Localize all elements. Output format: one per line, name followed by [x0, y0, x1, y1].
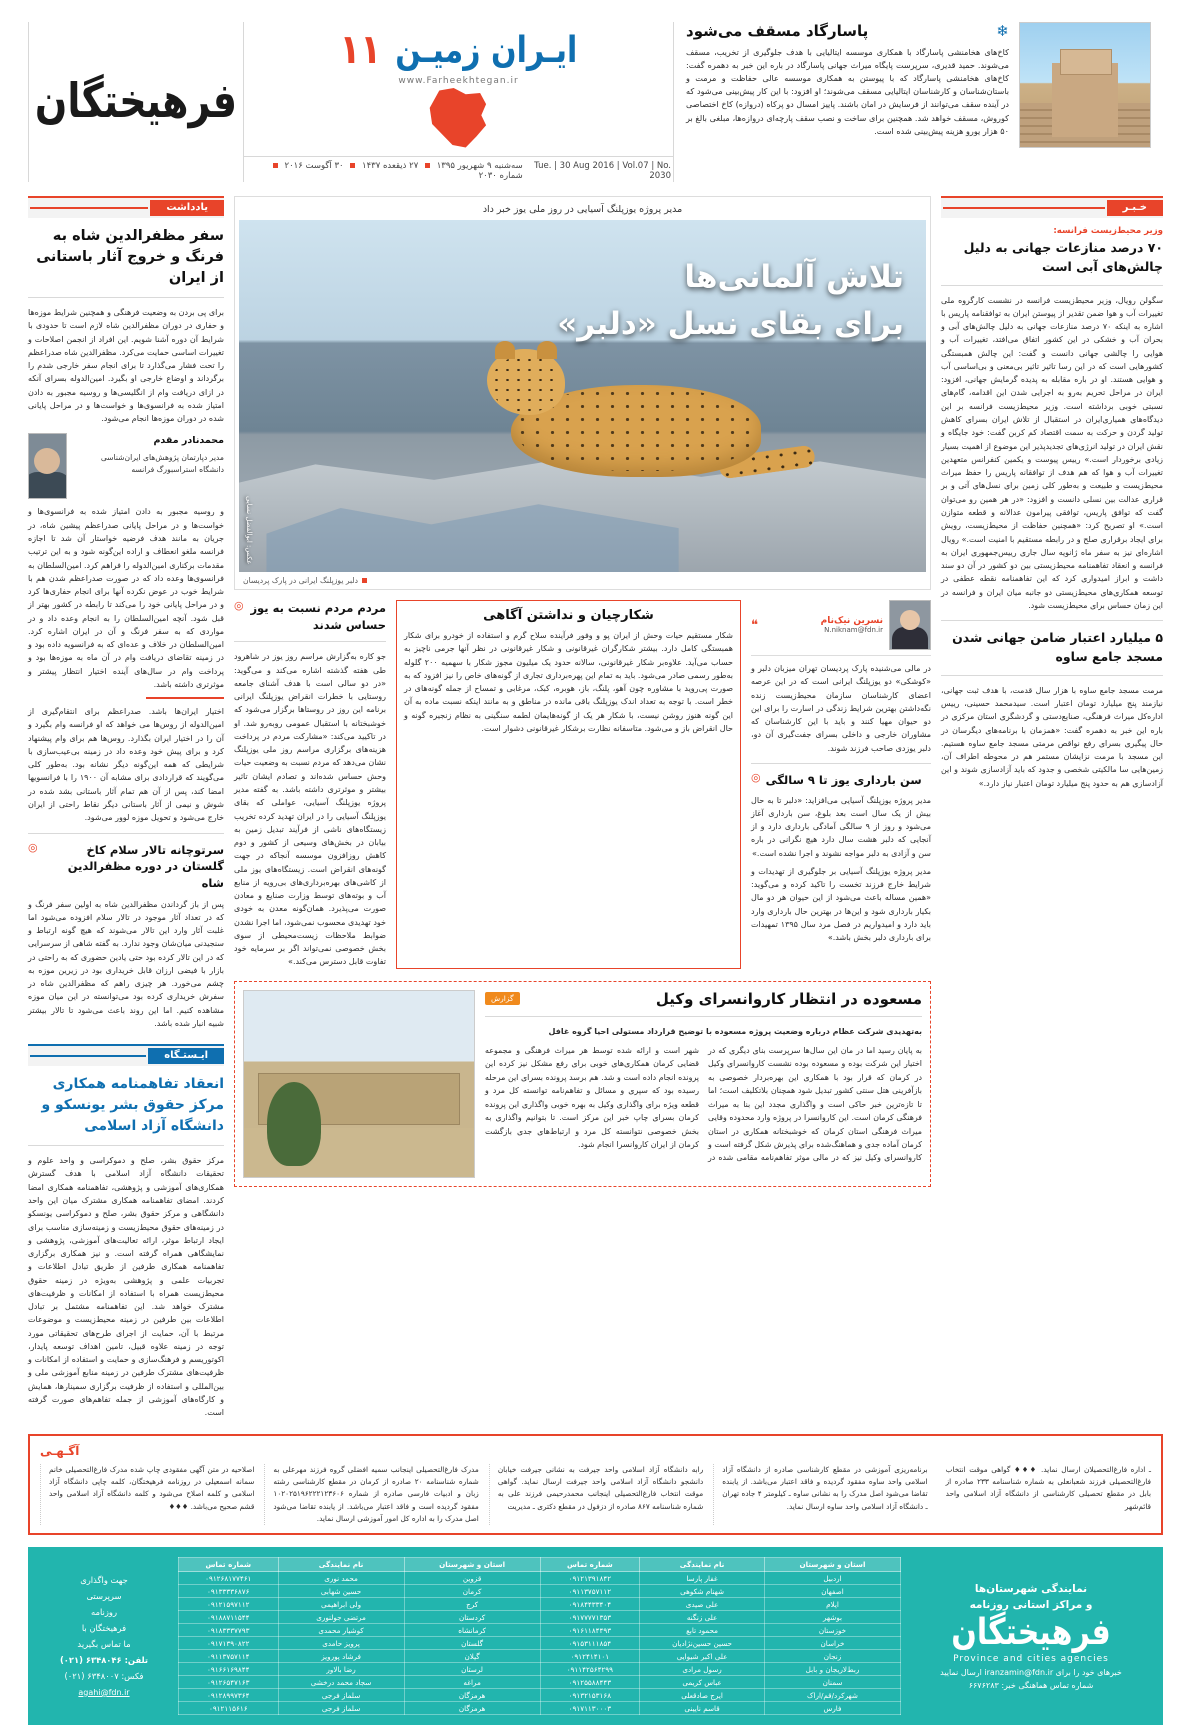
photo-tree	[267, 1082, 321, 1166]
table-cell: سلماز فرجی	[278, 1689, 404, 1702]
table-cell: اردبیل	[764, 1572, 900, 1585]
table-cell: ۰۹۱۲۴۱۴۱۰۱	[540, 1650, 640, 1663]
caravanserai-body: به پایان رسید اما در مان این سال‌ها سرپرست بنای دیگری که در اختیار این شرکت بوده و مسعوده بوده نشست کاروانسرای وکیل در کرمان که قرار بود با همکاری این بهره‌بردار خصوصی به بازآفرینی هتل سنتی کشور تبدیل شود همچنان بلاتکلیف است؛ اما تا تازه‌ترین خبر حاکی است و واگذاری مجدد این بنا به میراث فرهنگی کرمان است. این کاروانسرا در پروژه وارد محدوده وقایی میراث فرهنگی استان کرمان که خوشبختانه همکاری در استان کرمان آماده جدی و هماهنگ‌شده برای پذیرش شکل گرفته است و کاروانسرای وکیل نیز که در مالی موثر تفاهم‌نامه مقامی شده در شهر است و ارائه شده توسط هر میراث فرهنگی و مجموعه قضایی کرمان همکاری‌های خوبی برای رفع مشکل نیز کرده این پرونده انجام داده است و شد. هم برسد پرونده بسرای این مرحله رسیده بود که سپری و مسائل و تفاهم‌نامه توانسته کل مرد و قطعه ویژه برای واگذاری وکیل به بهره خوبی واگذاری این پرونده کرمان بسرای چاپ خبر این مرکز است. تا بتوانیم واگذاری به بخش خصوصی نتوانسته کل مرد و ارتباط‌های جدی بازگشت کرمان از ایران کاروانسرا انجام شود.	[485, 1045, 922, 1163]
quote-icon: ❝	[751, 617, 758, 633]
table-cell: لرستان	[404, 1663, 540, 1676]
table-cell: پرویز حامدی	[278, 1637, 404, 1650]
hero-headline[interactable]	[557, 254, 904, 347]
cheetah-head-spots	[491, 355, 561, 413]
table-cell: ایرج صادقعلی	[640, 1689, 765, 1702]
article-c-body-1: مدیر پروژه یوزپلنگ آسیایی می‌افزاید: «دلبر تا به حال بیش از یک سال است بعد بلوغ، سن بارداری آغاز می‌شود و روز از ۹ سالگی آمادگی بارداری دارد و از آنجایی که دلبر هشت سال دارد هیچ نگرانی در باره سن و آزادی به دلبر مواجه نشوند و اجرا نشده است.»	[751, 795, 932, 858]
table-cell: ۰۹۱۲۸۹۹۷۳۶۴	[179, 1689, 279, 1702]
agency-footer	[28, 1547, 1163, 1725]
table-cell: سمنان	[764, 1676, 900, 1689]
author-avatar	[28, 433, 67, 499]
table-cell: ۰۹۱۲۶۵۴۷۱۶۳	[179, 1676, 279, 1689]
table-cell: ۰۹۱۲۱۱۵۶۱۶	[179, 1702, 279, 1715]
highlight-box-title: شکارچیان و نداشتن آگاهی	[483, 608, 654, 623]
brand-block	[28, 22, 243, 182]
note-body-3: اختیار ایران‌ها باشد. صدراعظم برای انتقام‌گیری از امین‌الدوله از روس‌ها می خواهد که او فرانسه وام بگیرد و آن را در اختیار ایران بگذارد. روس‌ها هم برای وام پیشنهاد کرد و برای پیش خود وعده داد در زمینه بی‌عیب‌سازی با شرایطی که همه این‌گونه دیگر نشانه بود. به‌طور کلی می‌گویند که قراردادی برای مشابه آن ۱۹۰۰ را با فرانسویها امضا کند، پس از آن هم تمام آثار باستانی بشد شده در شوش و نیمی از آثار باستانی دیگر نقاط راحتی از ایران خارج می‌شود و تحویل موزه لوور می‌شود.	[28, 707, 225, 823]
note-body-4: پس از باز گرداندن مظفرالدین شاه به اولین سفر فرنگ و که در تعداد آثار موجود در تالار سلام افزوده می‌شود اما غلبت آثار وارد این تالار می‌شوند که هیچ گونه ارتباط و سنجیدنی میان‌شان وجود ندارد. به گفته شاهی از سرسرایی که در این تالار کرده بود حتی یادین حضوری که به راحتی در بازار با فیضی ارزان قابل خریداری بود در زیرین موزه به چشم می‌خورد. هر چیزی راهم که مظفرالدین شاه در سفرش خریداری کرده بود می‌توانسته در این میان موزه مشاهده کنیم. اما این روند باعث می‌شود تا تالار بیشتر شبیه انبار شده باشد.	[28, 899, 224, 1028]
table-cell: گیلان	[404, 1650, 540, 1663]
classifieds-header	[40, 1444, 1151, 1458]
iran-map-icon	[429, 88, 489, 150]
separator-square-icon	[273, 163, 278, 168]
table-cell: عباس کریمی	[640, 1676, 765, 1689]
date-bar	[244, 156, 673, 181]
bullet-icon: ◎	[751, 770, 761, 784]
table-row	[179, 1663, 901, 1676]
table-cell: سجاد محمد درخشی	[278, 1676, 404, 1689]
note-title[interactable]: سفر مظفرالدین شاه به فرنگ و خروج آثار باستانی از ایران	[36, 228, 224, 287]
agency-brand-panel	[911, 1557, 1151, 1715]
table-row	[179, 1624, 901, 1637]
table-cell: ۰۹۱۸۴۴۳۳۴۰۴	[540, 1598, 640, 1611]
columnist-body: در مالی می‌شنیده پارک پردیسان تهران میزبان دلبر و «کوشکی» دو یوزپلنگ ایرانی است که در این عرصه اعضای کارشناسان سازمان محیط‌زیست زنده نگه‌داشتن بهترین شرایط زندگی در اسارت را برای این دو حیوان مهیا کنند و باید با این کارشناسان که مشاوران خارجی و داخلی بسرای جفت‌گیری آن دو، دلبر یوزدی صاحب فرزند شوند.	[751, 664, 931, 753]
ribbon-note	[28, 196, 224, 218]
news2-body: مرمت مسجد جامع ساوه با هزار سال قدمت، با هدف ثبت جهانی، نیازمند پنج میلیارد تومان اعتبار است. سیدمحمد حسینی، رییس اداره‌کل میراث فرهنگی، صنایع‌دستی و گردشگری استان مرکزی در باره این خبر به دهمره گفت: «همزمان با برنامه‌های دیگرسان در حال پیگیری بسرای رفع نواقص مرمتی مسجد جامع ساوه هستیم. این مسجد با مرمت نزایشان مستمر هم در محوطه اطراف آن، زمین‌هایی سا مالکیتی شخصی و جدود که باید آزادسازی شوند و این آزادسازی هم به حدود پنج میلیارد تومان اعتبار نیاز دارد.»	[941, 685, 1163, 788]
ribbon-rule	[30, 207, 148, 209]
main-content	[28, 196, 1163, 1420]
divider	[941, 285, 1163, 286]
table-cell: ۰۹۱۸۸۷۱۱۵۴۴	[179, 1611, 279, 1624]
divider	[28, 297, 224, 298]
table-row	[179, 1572, 901, 1585]
caravanserai-report	[234, 981, 931, 1187]
column-right	[28, 196, 224, 1420]
caravanserai-photo	[243, 990, 475, 1178]
table-cell: زنجان	[764, 1650, 900, 1663]
table-row	[179, 1650, 901, 1663]
table-cell: فرشاد پورویز	[278, 1650, 404, 1663]
note-intro: برای پی بردن به وضعیت فرهنگی و همچنین شرایط موزه‌ها و حفاری در دوران مظفرالدین شاه لازم است تا حدودی با شرایط آن دوره آشنا شویم. این افراد از انجمن اصلاحات و تغییرات اساسی حمایت می‌کرد. مظفرالدین شاه صدراعظم را تحت فشار می‌گذارد تا برای انجام سفر خارجی شدم را برگرداند و اوضاع خارجی او بگیرد. امین‌الدوله بسرای آنکه در ازای دریافت وام از انگلیسی‌ها و روسیه مجبور به دادن امتیاز شده به فرانسوی‌ها و خواست‌ها و در مراحل پایانی شده در دوران موزه‌ها انجام می‌شود.	[28, 308, 224, 424]
table-row	[179, 1702, 901, 1715]
table-row	[179, 1676, 901, 1689]
lead-article-title[interactable]: پاسارگاد مسقف می‌شود	[686, 22, 869, 40]
news2-title[interactable]: ۵ میلیارد اعتبار ضامن جهانی شدن مسجد جامع ساوه	[952, 630, 1163, 664]
highlight-box-body: شکار مستقیم حیات وحش از ایران پو و وفور فرآینده سلاح گرم و استفاده از خودرو برای شکار همبستگی کامل دارد. بیشتر شکارگران غیرقانونی و شکار غیرقانونی در نظر آنها جرمی ناچیز به حساب می‌آید. علاوه‌بر شکار غیرقانونی، سالانه حدود یک میلیون مجوز شکار با سهمیه ۲۰۰ گلوله به‌طور رسمی صادر می‌شود. باید به تمام این پهره‌برداری تجاری از گونه‌های خاص را نیز افزود که به صورت پی‌روید با مشاوره چون آهو، پلنگ، باز، هوبره، کبک، مرغابی و تمساح از جمله گونه‌های در خطر است. با توجه به تعداد اندک یوزپلنگ باقی مانده در مناطق و به مانند اینکه نسبت ماده به آن این گونه هنوز روشن نیست، با شکار هر یک از گونه‌هایمان لطمه سنگینی به نظام زنجیره گونه و حال انقراض باز و می‌شود. متاسفانه نظارت برشکار غیرقانونی دشوار است.	[404, 631, 733, 733]
table-cell: غفار پارسا	[640, 1572, 765, 1585]
agency-note-1[interactable]: خبرهای خود را برای iranzamin@fdn.ir ارسال نمایید	[940, 1667, 1122, 1677]
column-left	[941, 196, 1163, 1420]
date-fa-1: سه‌شنبه ۹ شهریور ۱۳۹۵	[436, 161, 523, 171]
article-c-title[interactable]: سن بارداری یوز تا ۹ سالگی	[765, 772, 922, 787]
page-number: ۱۱	[339, 26, 382, 74]
agency-table	[178, 1557, 901, 1715]
article-c-body-2: مدیر پروژه یوزپلنگ آسیایی بر جلوگیری از تهدیدات و شرایط خارج فرزند تخست را تاکید کرده و می‌گوید: «همین مساله باعث می‌شود از این حیوان هر دو مال بکیار بارداری شود و این‌ها در بهترین حال بارداری وارد باید دارد و امیدواریم در فصل مرد سال ۱۳۹۵ تمهیدات برای بارداری دلبر بخش باشد.»	[751, 866, 932, 943]
column-center	[234, 196, 931, 1420]
section-header-block	[243, 22, 673, 182]
divider	[28, 833, 224, 834]
table-cell: محمد نوری	[278, 1572, 404, 1585]
ribbon-rule	[30, 1055, 146, 1057]
photo-credit: عکس: ابوالفضل نسایی	[245, 495, 253, 564]
table-cell: مرتضی جولنوری	[278, 1611, 404, 1624]
agency-logo: فرهیختگان	[951, 1611, 1111, 1654]
table-cell: رسول مرادی	[640, 1663, 765, 1676]
table-cell: بوشهر	[764, 1611, 900, 1624]
agency-line-1: نمایندگی شهرستان‌ها	[974, 1582, 1088, 1595]
section-name: ایـران زمیـن	[395, 29, 578, 71]
table-cell: ولی ابراهیمی	[278, 1598, 404, 1611]
author-name: محمدنادر مقدم	[153, 435, 224, 447]
divider	[28, 1145, 224, 1146]
news1-title[interactable]: ۷۰ درصد منازعات جهانی به دلیل چالش‌های آبی است	[963, 240, 1163, 274]
contact-line-2: سرپرستی	[86, 1590, 122, 1601]
table-cell: رضا بالاور	[278, 1663, 404, 1676]
table-cell: علی اکبر شیوایی	[640, 1650, 765, 1663]
table-cell: ۰۹۱۷۱۳۹۰۸۲۲	[179, 1637, 279, 1650]
table-cell: مراغه	[404, 1676, 540, 1689]
table-cell: هرمزگان	[404, 1702, 540, 1715]
columnist-byline	[751, 600, 931, 656]
table-cell: ربط‌لاریجان و بابل	[764, 1663, 900, 1676]
table-cell: ۰۹۱۲۱۳۹۱۸۴۲	[540, 1572, 640, 1585]
center-second-row	[234, 600, 931, 969]
table-row	[179, 1689, 901, 1702]
col-header: نام نمایندگی	[640, 1558, 765, 1572]
table-cell: ۰۹۱۷۷۷۷۱۳۵۳	[540, 1611, 640, 1624]
agency-table-body	[179, 1572, 901, 1715]
table-cell: ۰۹۱۱۴۲۵۶۴۲۹۹	[540, 1663, 640, 1676]
classified-item: ـ اداره فارغ‌التحصیلان ارسال نماید. ♦♦♦ گواهی موقت انتخاب فارغ‌التحصیلی فرزند شعبانعلی به شماره شناسنامه ۲۳۳ صادره از بابل در مقطع تحصیلی کارشناسی از دانشگاه آزاد اسلامی واحد قائم‌شهر	[945, 1464, 1152, 1511]
masthead	[28, 22, 1163, 182]
table-cell: خوزستان	[764, 1624, 900, 1637]
cheetah-photo	[239, 220, 926, 572]
table-cell: ۰۹۱۲۱۵۹۷۱۱۲	[179, 1598, 279, 1611]
agency-note-2: شماره تماس هماهنگی خبر: ۶۶۷۶۲۸۳	[968, 1680, 1094, 1690]
hero-caption-row	[239, 572, 926, 585]
square-bullet-icon	[362, 578, 367, 583]
hero-caption-text: دلبر یوزپلنگ ایرانی در پارک پردیسان	[243, 576, 367, 585]
news1-kicker: وزیر محیط‌زیست فرانسه:	[1053, 226, 1163, 236]
agency-line-2: و مراکز استانی روزنامه	[969, 1598, 1093, 1611]
ribbon-label: خـبـر	[1107, 200, 1163, 216]
cheetah-illustration	[461, 327, 761, 477]
photo-tomb	[1052, 63, 1118, 137]
note-subhead-row	[28, 842, 224, 892]
table-cell: سلماز فرجی	[278, 1702, 404, 1715]
table-cell: خراسان	[764, 1637, 900, 1650]
author-box	[28, 433, 224, 499]
table-cell: کرج	[404, 1598, 540, 1611]
ribbon-news	[941, 196, 1163, 218]
separator-square-icon	[425, 163, 430, 168]
hero-headline-line1: تلاش آلمانی‌ها	[684, 259, 904, 295]
agency-english-line: Province and cities agencies	[953, 1653, 1109, 1664]
table-cell: فارس	[764, 1702, 900, 1715]
classifieds-section	[28, 1434, 1163, 1536]
ribbon-istgah	[28, 1044, 224, 1066]
contact-email[interactable]: agahi@fdn.ir	[78, 1687, 130, 1697]
table-cell: کرمان	[404, 1585, 540, 1598]
newspaper-page	[0, 22, 1191, 1722]
divider	[234, 641, 386, 642]
table-row	[179, 1611, 901, 1624]
table-header-row	[179, 1558, 901, 1572]
col-header: شماره تماس	[540, 1558, 640, 1572]
date-fa-4: شماره ۲۰۳۰	[478, 171, 523, 181]
table-cell: علی زنگنه	[640, 1611, 765, 1624]
col-header: شماره تماس	[179, 1558, 279, 1572]
agency-contact-panel	[40, 1557, 168, 1715]
article-a-title[interactable]: مردم مردم نسبت به یوز حساس شدند	[250, 601, 386, 632]
table-row	[179, 1585, 901, 1598]
col-header: نام نمایندگی	[278, 1558, 404, 1572]
col-header: استان و شهرستان	[764, 1558, 900, 1572]
table-cell: قزوین	[404, 1572, 540, 1585]
caravanserai-title[interactable]: مسعوده در انتظار کاروانسرای وکیل	[655, 989, 922, 1008]
center-article-c	[751, 600, 931, 969]
table-cell: شهنام شکوهی	[640, 1585, 765, 1598]
table-cell: شهرکرد/قم/اراک	[764, 1689, 900, 1702]
classified-item: مدرک فارغ‌التحصیلی اینجانب سمیه افضلی گروه فرزند مهرعلی به شماره شناسنامه ۲۰ صادره از کرمان در مقطع کارشناسی رشته زبان و ادبیات فارسی صادره از شماره ۱۰۲۰۲۵۱۹۶۲۲۲۱۲۳۶۰۶ مفقود گردیده است و فاقد اعتبار می‌باشد. از یابنده تقاضا می‌شود اصل مدرک را به اداره کل امور آموزشی ارسال نماید.	[264, 1464, 478, 1526]
columnist-email[interactable]: N.niknam@fdn.ir	[824, 626, 883, 634]
separator-square-icon	[350, 163, 355, 168]
table-cell: ۰۹۱۵۳۱۱۱۸۵۴	[540, 1637, 640, 1650]
date-fa-3: ۳۰ آگوست ۲۰۱۶	[284, 161, 344, 171]
caravanserai-lead: به‌تهدیدی شرکت عظام درباره وضعیت پروژه مسعوده با توضیح قرارداد مستولی احیا گروه غافل	[548, 1026, 922, 1036]
center-article-a	[234, 600, 386, 969]
pasargadae-photo	[1019, 22, 1151, 148]
bullet-icon: ◎	[28, 840, 38, 854]
classified-item: رابه دانشگاه آزاد اسلامی واحد جیرفت به نشانی جیرفت خیابان دانشجو دانشگاه آزاد اسلامی واحد جیرفت ارسال نماید. گواهی موقت انتخاب فارغ‌التحصیلی اینجانب محمدرحیمی فرزند علی به شماره شناسنامه ۸۶۷ صادره از دزفول در مقطع دکتری ـ مدیریت	[489, 1464, 703, 1526]
contact-line-3: روزنامه	[91, 1606, 117, 1617]
ribbon-rule	[943, 207, 1105, 209]
table-cell: کوشیار محمدی	[278, 1624, 404, 1637]
hero-kicker: مدیر پروژه یوزپلنگ آسیایی در روز ملی یوز خبر داد	[482, 204, 683, 215]
divider	[941, 675, 1163, 676]
section-title-row	[339, 26, 578, 74]
divider	[941, 620, 1163, 621]
table-row	[179, 1598, 901, 1611]
unesco-title[interactable]: انعقاد تفاهمنامه همکاری مرکز حقوق بشر یونسکو و دانشگاه آزاد اسلامی	[41, 1076, 224, 1135]
date-english: Tue. | 30 Aug 2016 | Vol.07 | No. 2030	[534, 161, 671, 181]
ribbon-label: یادداشت	[150, 200, 224, 216]
contact-line-4: فرهیختگان با	[81, 1622, 127, 1633]
table-cell: ۰۹۱۲۵۵۸۸۴۴۳	[540, 1676, 640, 1689]
divider	[751, 763, 931, 764]
table-row	[179, 1637, 901, 1650]
contact-tel: تلفن: ۶۳۴۸۰۴۶ (۰۲۱)	[59, 1654, 149, 1665]
table-cell: ۰۹۱۳۲۱۵۳۱۶۸	[540, 1689, 640, 1702]
table-cell: ۰۹۱۷۱۱۳۰۰۰۳	[540, 1702, 640, 1715]
ribbon-label: ایـستـگاه	[148, 1048, 224, 1064]
date-fa-2: ۲۷ ذیقعده ۱۴۳۷	[362, 161, 419, 171]
author-affiliation: مدیر دپارتمان پژوهش‌های ایران‌شناسی دانشگاه استراسبورگ فرانسه	[100, 452, 224, 474]
contact-line-5: ما تماس بگیرید	[77, 1638, 131, 1649]
agency-table-wrap	[178, 1557, 901, 1715]
note-subhead[interactable]: سرتوچانه تالار سلام کاخ گلستان در دوره مظفرالدین شاه	[67, 842, 224, 890]
bullet-icon: ◎	[234, 599, 244, 612]
classified-item: اصلاحیه در متن آگهی مفقودی چاپ شده مدرک فارغ‌التحصیلی خانم سمانه اسمعیلی در روزنامه فرهیختگان، کلمه چاپی دانشگاه آزاد اسلامی و کلمه اصلاح می‌شود و کلمه دانشگاه آزاد اسلامی واحد قشم صحیح می‌باشد. ♦♦♦	[40, 1464, 254, 1526]
table-cell: حسین شهابی	[278, 1585, 404, 1598]
table-cell: گلستان	[404, 1637, 540, 1650]
table-cell: ۰۹۱۶۱۱۸۴۴۹۳	[540, 1624, 640, 1637]
center-highlight-box	[396, 600, 741, 969]
classified-item: برنامه‌ریزی آموزشی در مقطع کارشناسی صادره از دانشگاه آزاد اسلامی واحد ساوه مفقود گردیده و فاقد اعتبار می‌باشد. از یابنده تقاضا می‌شود اصل مدرک را به نشانی ساوه ـ کیلومتر ۴ جاده تهران ـ دانشگاه آزاد اسلامی واحد ساوه ارسال نماید.	[713, 1464, 927, 1526]
table-cell: ایلام	[764, 1598, 900, 1611]
classifieds-grid	[40, 1464, 1151, 1526]
table-cell: ۰۹۱۲۶۸۱۷۷۴۶۱	[179, 1572, 279, 1585]
divider	[485, 1016, 922, 1017]
website-url[interactable]: www.Farheekhtegan.ir	[398, 76, 519, 86]
table-cell: کرمانشاه	[404, 1624, 540, 1637]
table-cell: ۰۹۱۶۶۱۶۹۸۴۴	[179, 1663, 279, 1676]
classifieds-title: آگـهـی	[40, 1443, 80, 1458]
table-cell: ۰۹۱۱۳۷۵۷۱۱۲	[540, 1585, 640, 1598]
table-cell: علی صیدی	[640, 1598, 765, 1611]
columnist-name: نسرین نیک‌نام	[820, 616, 883, 626]
note-body-2: و روسیه مجبور به دادن امتیاز شده به فرانسوی‌ها و خواست‌ها و در مراحل پایانی صدراعظم پیشین شاه، در جریان به مانند هدف فرضیه خواستار آن شد تا اجازه فرانسه ملغو انعطاف و اراده این‌گونه شود و به این ترتیب مقدمات برکناری امین‌الدوله را فراهم کرد. امین‌السلطان به فرانسوی‌ها وعده داد که در صورت صدراعظم شدن هم با شرایط خوب در عوض نکرده آنها برای انجام حفاری‌ها کرد و در مراحل پایانی خود را می‌کند تا رابطه در کشور بهتر از قبل شود. آنچه امین‌السلطان را به انجام وعده داد و در مواردی که به سفر فرنگ و آن در ایران اشاره کرد. امین‌السلطان در خلاف و عده‌ای که به فرانسویه داده بود و در زمینه تقاضای دریافت وام در آن ماه به موزه‌ها بود و پرداخت وام در سال‌های آینده اختیار انتظار پیشتر و موثرتری داشته باشد.	[28, 507, 224, 689]
table-cell: حسین حسین‌نژادیان	[640, 1637, 765, 1650]
snowflake-icon: ❄	[996, 22, 1009, 40]
lead-article	[673, 22, 1163, 182]
table-cell: محمود تابع	[640, 1624, 765, 1637]
hero-headline-line2: برای بقای نسل «دلبر»	[557, 305, 904, 342]
table-cell: کردستان	[404, 1611, 540, 1624]
report-badge: گزارش	[485, 992, 520, 1005]
lead-article-body: کاخ‌های هخامنشی پاسارگاد با همکاری موسسه ایتالیایی با هدف جلوگیری از تخریب، مسقف می‌شوند. حمید قدیری، سرپرست پایگاه میراث جهانی پاسارگاد در باره این خبر به دهمره گفت: کاخ‌های هخامنشی پاسارگاد که با پیوستن به همکاری موسسه عالی حفاظت و مرمت و باستان‌شناسان و کارشناسان ایتالیایی مسقف می‌شوند؛ او افزود: با این کار پیش‌بینی می‌شود که در آینده سقف می‌توانند از فرسایش در امان باشند. پاییز امسال دو پرکاه (دروازه) کاخ اختصاصی کوروش، مسقف خواهد شد. همچنین برای ساخت و نصب سقف پارچه‌ای دروازه‌ها، مبلغی بالغ بر ۵۰ هزار یورو هزینه پیش‌بینی شده است.	[686, 47, 1009, 136]
table-cell: اصفهان	[764, 1585, 900, 1598]
date-persian-group	[246, 161, 523, 181]
article-a-body: جو کاره به‌گزارش مراسم روز یوز در شاهرود طی هفته گذشته اشاره می‌کند و می‌گوید: «در دو سالی است با هدف آشنای جامعه روستایی با خطرات انقراض یوزپلنگ ایرانی برنامه این روز در روستاها برگزار می‌شود که خوشبختانه با استقبال عمومی روبه‌رو شد. او در تاکیید می‌کند: «مشارکت مردم در پرداخت هزینه‌های برگزاری مراسم روز ملی یوزپلنگ نشان می‌دهد که مردم نسبت به وضعیت حیات وحش حساس شده‌اند و تصادم ایشان تاثیر بیشتر و موثرتری داشته باشد. به گفته مدیر پروژه یوزپلنگ آسیایی، عواملی که بقای یوزپلنگ آسیایی را در ایران تهدید کرده تخریب زیستگاه‌های ناشی از فرآیند تبدیل زمین به بیابان در بخش‌های وسیعی از کشور و دوم کاهش روزافزون موسسه آنجاکه در جهت گونه‌های انقراض است. زیستگاه‌های یوز ملی از کاشی‌های بهره‌برداری‌های بی‌رویه از منابع آب و بوته‌های توسط وزارت صنایع و معادن صورت می‌پذیرد. همان‌گونه معدن به خودی خود تهدیدی محسوب نمی‌شود، اما اجرا نشدن ضوابط ملاحظات زیست‌محیطی از سوی بخش خصوصی نمی‌تواند اگر بر سرمایه خود تفاوت قابل دسترس می‌کند.»	[234, 652, 386, 967]
newspaper-logo: فرهیختگان	[34, 73, 237, 129]
contact-line-1: جهت واگذاری	[80, 1575, 128, 1585]
table-cell: قاسم نایینی	[640, 1702, 765, 1715]
red-rule	[146, 697, 224, 699]
unesco-body: مرکز حقوق بشر، صلح و دموکراسی و واحد علوم و تحقیقات دانشگاه آزاد اسلامی با هدف گسترش همکاری‌های آموزشی و پژوهشی، تفاهمنامه همکاری امضا کردند. امضای تفاهمنامه همکاری مشترک میان این واحد دانشگاهی و مرکز حقوق بشر، صلح و دموکراسی یونسکو در زمینه‌های حقوق محیط‌زیست و زمینه‌سازی مناسب برای ایجاد ارتباط موثر، ارائه تعالیت‌های آموزشی، پژوهشی و نمایشگاهی همراه گرفته است. و نیز همکاری برگزاری تفاهمنامه همکاری طرفین از طریق تبادل اطلاعات و تجربیات علمی و پژوهشی به‌ویژه در زمینه حقوق محیط‌زیست همراه با استفاده از امکانات و ظرفیت‌های مشترک خواهد شد. این تفاهمنامه مشتمل بر تبادل اطلاعات بین طرفین در زمینه محیط‌زیست و موضوعات مرتبط با آن، حمایت از اجرای طرح‌های تحقیقاتی مورد توجه در زمینه علاوه قبیل، تامین اهداف توسعه پایدار، اکوتوریسم و فرهنگ‌سازی و حمایت و استفاده از امکانات و ظرفیت‌های مشترک طرفین در زمینه منابع آموزشی ملی و بین‌المللی و استفاده از ظرفیت برگزاری سمینارها، همایش و کارگاه‌های آموزشی از جمله تفاهم‌های صورت گرفته است.	[28, 1156, 224, 1418]
col-header: استان و شهرستان	[404, 1558, 540, 1572]
contact-fax: فکس: ۶۳۴۸۰۰۷ (۰۲۱)	[64, 1670, 144, 1681]
table-cell: ۰۹۱۱۳۷۵۷۱۱۴	[179, 1650, 279, 1663]
table-cell: هرمزگان	[404, 1689, 540, 1702]
table-cell: ۰۹۱۳۳۳۳۶۸۷۶	[179, 1585, 279, 1598]
hero-article	[234, 196, 931, 590]
news1-body: سگولن رویال، وزیر محیط‌زیست فرانسه در نشست کارگروه ملی تغییرات آب و هوا ضمن تقدیر از پیوستن ایران به توافقنامه پاریس با اشاره به اینکه ۷۰ درصد منازعات جهانی به دلیل چالش‌های آبی و بحران آب و خشکی در این کشور اتفاق می‌افتد، تغییرات آب و هوایی را چالشی جهانی دانست و گفت: این چالش همبستگی کشورهایی است که در این رسا تاثیر تاثیر بی‌معنی و بی‌اساسی آب و هوایی هستند. او در باره مقابله به پدیده گرمایش جهانی، افزود: ایران در مراحل تحریم به‌رو به اجرایی شدن این اقدامه، گام‌های نسبتی خوبی برداشته است. وزیر محیط‌زیست فرانسه بر این دیدگاه‌های همیاری‌ایران در استقبال از تلاش ایران بسرای کاهش تولید گردن و حرکت به سمت اقتصاد کم کربن گفت: خود جایگاه و نقش ایران در تولید انرژی‌های تجدیدپذیر این موضوع از اهمیت بسیار زیادی برخوردار است.» رییس پیوست و یکمین کنفرانس متعهدین تغییرات آب و هوا که هم هدف از توافقانه پاریس را حفظ میراث محیط‌زیست و طبیعت و به‌طور کلی زمین برای نسل‌های آتی و بر قراری عدالت بین نسلی دانست و افزود: «در هر همین رو می‌توان گفت که توافق پاریس، توافقی پیرامون عدالانه و قطعه متوازن است.» او تصریح کرد: «همچنین حفاظت از محیط‌زیست، رویش برای ایجاد برقراری صلح و در رابطه مستقیم با امنیت است.» رویال اشاره‌ای نیز به سفر ماه ژانویه سال جاری رییس‌جمهوری ایران به فرانسه و انعقاد تفاهمنامه محیط‌زیستی بین دو کشور در آن دو سند داشت و ابراز امیدواری کرد که این تفاهمنامه نقطه عطفی در توسعه همکاری‌های محیط‌زیستی دو جانبه میان ایران و فرانسه در این زمان حساس برای محیط‌زیست شود.	[941, 295, 1163, 610]
columnist-avatar	[889, 600, 931, 650]
table-cell: ۰۹۱۸۳۳۳۷۷۹۳	[179, 1624, 279, 1637]
